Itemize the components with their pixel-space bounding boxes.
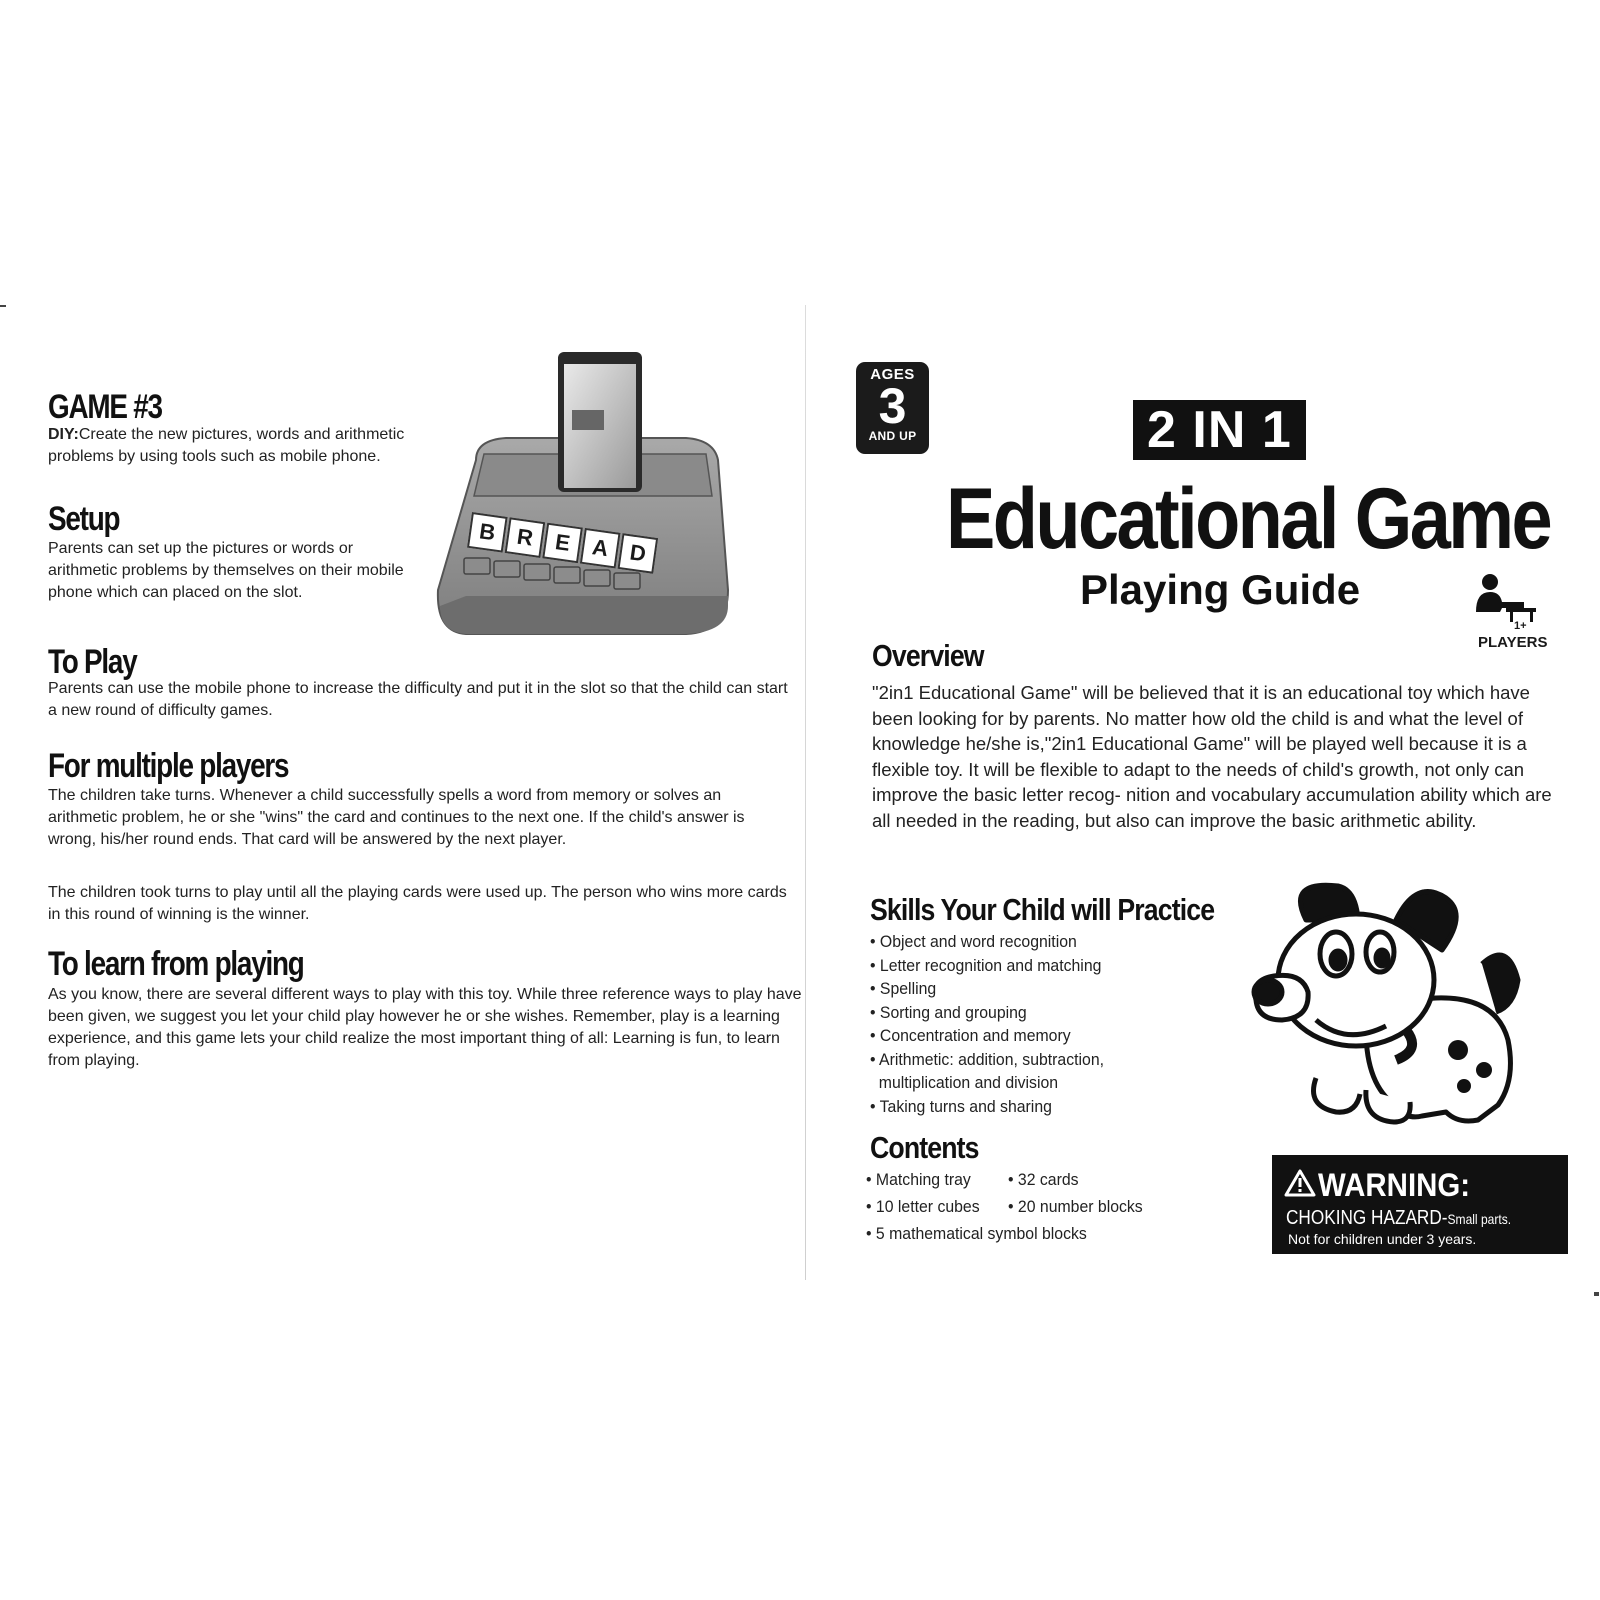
to-play-text: Parents can use the mobile phone to increase the difficulty and put it in the slot so that the child can start a new round of difficulty games. xyxy=(48,680,788,719)
ages-number: 3 xyxy=(878,378,907,434)
warning-hazard-text: CHOKING HAZARD- xyxy=(1286,1207,1448,1229)
to-play-heading: To Play xyxy=(48,643,137,681)
letter-tile: E xyxy=(542,523,583,564)
game-3-title: GAME #3 xyxy=(48,388,162,426)
overview-heading: Overview xyxy=(872,638,984,673)
warning-choking-hazard xyxy=(1286,1207,1511,1230)
multiple-players-heading: For multiple players xyxy=(48,747,289,785)
main-title: Educational Game xyxy=(946,471,1551,567)
setup-text: Parents can set up the pictures or words or arithmetic problems by themselves on their mobile phone which can placed on the slot. xyxy=(48,540,404,601)
tray-buttons xyxy=(462,556,662,600)
skills-heading: Skills Your Child will Practice xyxy=(870,892,1215,927)
ages-badge xyxy=(856,362,929,454)
players-count: 1+ xyxy=(1514,620,1527,632)
player-icon xyxy=(1470,572,1540,622)
list-item: • Taking turns and sharing xyxy=(870,1096,1052,1116)
setup-heading: Setup xyxy=(48,500,120,538)
sub-title: Playing Guide xyxy=(1080,566,1361,613)
phone-screen-picture xyxy=(572,410,604,430)
learn-from-playing-text: As you know, there are several different ways to play with this toy. While three reference ways to play have been given, we suggest you let your child play however he or she wishes. Remember, play is a learning experience, and this game lets your child realize the most important thing of all: Learning is fun, to learn from playing. xyxy=(48,986,802,1069)
skills-list xyxy=(870,930,1122,1118)
list-item: • 32 cards xyxy=(1008,1170,1079,1189)
page-fold-divider xyxy=(805,305,806,1280)
list-item: • Arithmetic: addition, subtraction, xyxy=(870,1049,1105,1069)
players-label: PLAYERS xyxy=(1478,634,1548,651)
list-item: • Spelling xyxy=(870,979,937,998)
contents-list xyxy=(866,1166,1186,1247)
puppy-illustration xyxy=(1246,880,1546,1140)
ages-and-up: AND UP xyxy=(868,429,917,443)
list-item: • 20 number blocks xyxy=(1008,1197,1143,1216)
diy-text xyxy=(48,424,408,468)
list-item: • Matching tray xyxy=(866,1170,971,1189)
diy-description: Create the new pictures, words and arithmetic problems by using tools such as mobile phone. xyxy=(48,426,405,465)
list-item: • 10 letter cubes xyxy=(866,1197,980,1216)
letter-tile: R xyxy=(505,517,546,558)
list-item: • Object and word recognition xyxy=(870,932,1077,951)
warning-box xyxy=(1272,1155,1568,1254)
warning-small-parts: Small parts. xyxy=(1447,1211,1512,1227)
multiple-players-text: The children take turns. Whenever a child successfully spells a word from memory or solves an arithmetic problem, he or she "wins" the card and continues to the next one. If the child's answer is wrong, his/her round ends. That card will be answered by the next player. xyxy=(48,787,745,848)
list-item: • 5 mathematical symbol blocks xyxy=(866,1224,1087,1243)
title-banner: 2 IN 1 xyxy=(1133,400,1306,460)
game-tray-illustration xyxy=(436,350,736,650)
warning-age-restriction: Not for children under 3 years. xyxy=(1288,1231,1477,1247)
letter-tile: A xyxy=(580,528,621,569)
list-item: multiplication and division xyxy=(870,1073,1059,1092)
contents-heading: Contents xyxy=(870,1130,979,1165)
crop-mark xyxy=(1594,1292,1599,1296)
letter-tile: B xyxy=(467,512,508,553)
crop-mark xyxy=(0,305,6,307)
warning-title: WARNING: xyxy=(1318,1167,1471,1203)
list-item: • Concentration and memory xyxy=(870,1026,1071,1045)
list-item: • Letter recognition and matching xyxy=(870,955,1102,975)
list-item: • Sorting and grouping xyxy=(870,1002,1027,1022)
multiple-players-text-2: The children took turns to play until all the playing cards were used up. The person who wins more cards in this round of winning is the winner. xyxy=(48,884,787,923)
letter-tile: D xyxy=(618,533,659,574)
warning-triangle-icon xyxy=(1284,1169,1316,1197)
overview-text: "2in1 Educational Game" will be believed that it is an educational toy which have been looking for by parents. No matter how old the child is and what the level of knowledge he/she is,"2in1 Educational Game" will be played well because it is a flexible toy. It will be flexible to adapt to the needs of child's growth, not only can improve the basic letter recog- nition and vocabulary accumulation ability which are all needed in the reading, but also can improve the basic arithmetic ability. xyxy=(872,682,1552,831)
learn-from-playing-heading: To learn from playing xyxy=(48,945,304,983)
diy-label: DIY: xyxy=(48,426,79,443)
ages-label: AGES xyxy=(870,366,915,383)
